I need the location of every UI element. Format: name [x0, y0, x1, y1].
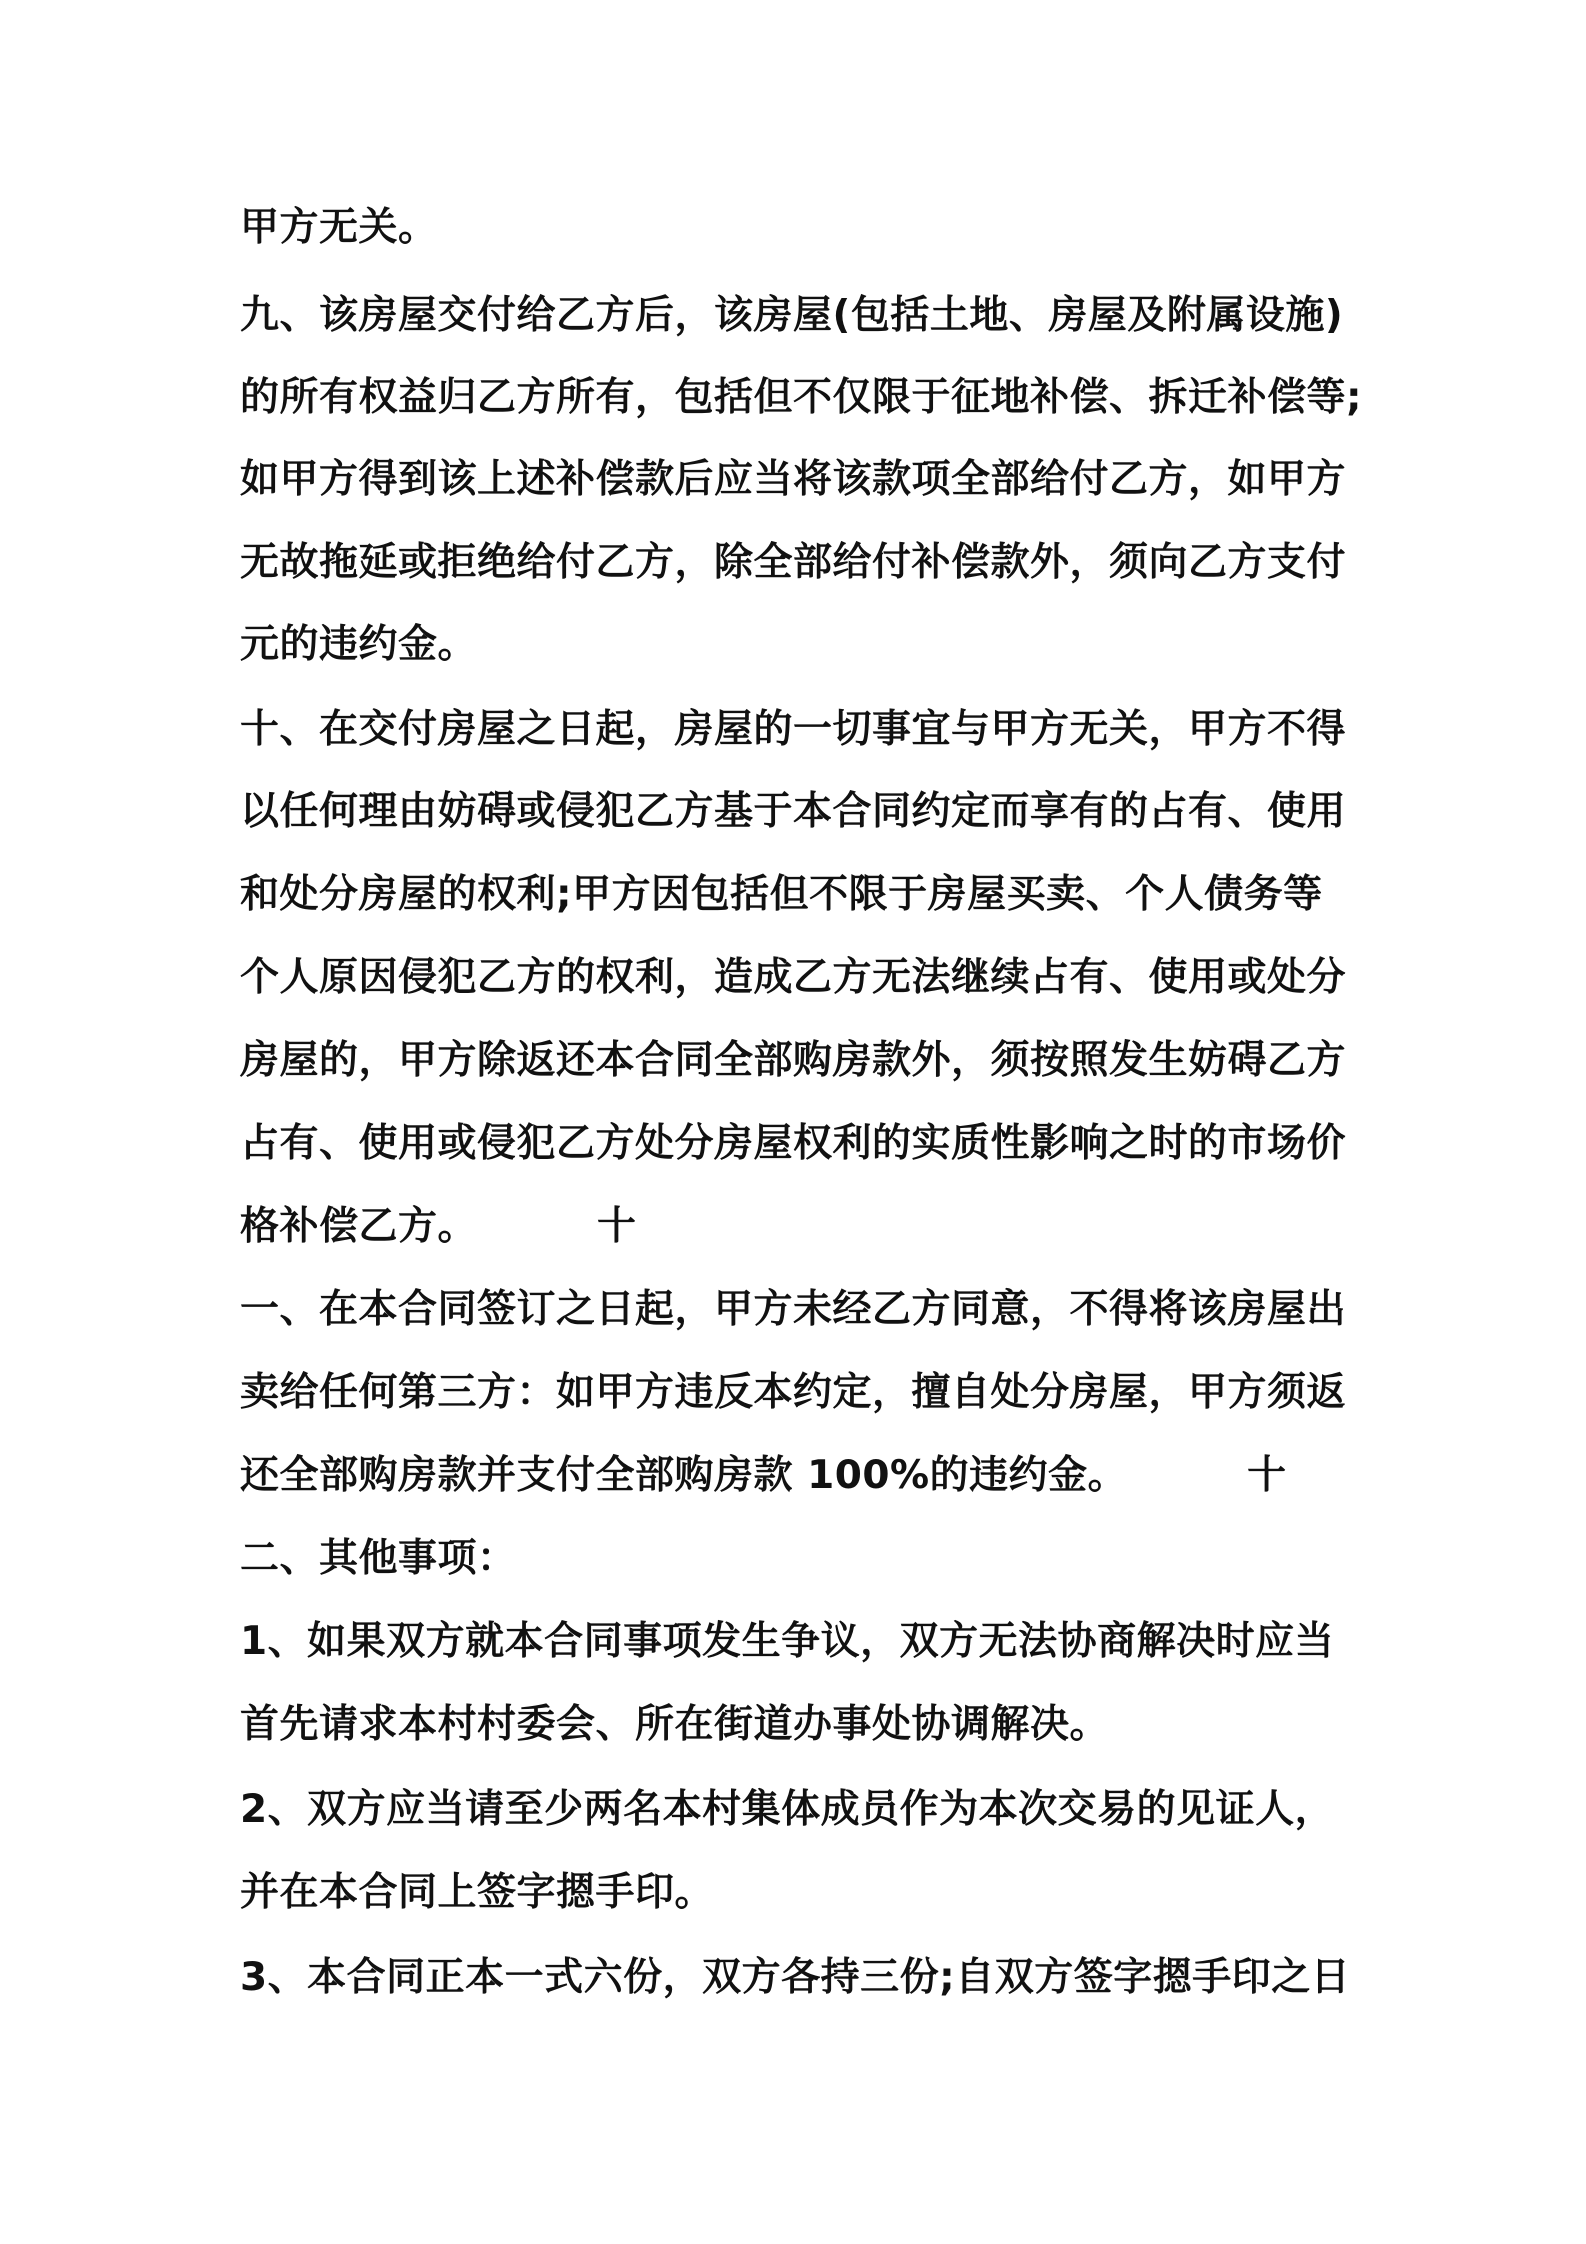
- section-heading: 二、其他事项：: [240, 1536, 517, 1581]
- text-line: 一、在本合同签订之日起，甲方未经乙方同意，不得将该房屋出: [240, 1287, 1347, 1332]
- text-line: 如甲方得到该上述补偿款后应当将该款项全部给付乙方，如甲方: [240, 457, 1347, 502]
- text-line: 个人原因侵犯乙方的权利，造成乙方无法继续占有、使用或处分: [240, 955, 1347, 1000]
- line-text: 格补偿乙方。: [240, 1204, 478, 1249]
- text-line: 和处分房屋的权利;甲方因包括但不限于房屋买卖、个人债务等: [240, 872, 1323, 917]
- text-line: 2、双方应当请至少两名本村集体成员作为本次交易的见证人，: [240, 1787, 1335, 1832]
- text-line: 甲方无关。: [240, 205, 438, 250]
- text-line: 房屋的，甲方除返还本合同全部购房款外，须按照发生妨碍乙方: [240, 1038, 1347, 1083]
- text-line: 3、本合同正本一式六份，双方各持三份;自双方签字摁手印之日: [240, 1955, 1351, 2000]
- trail-mark: 十: [1247, 1453, 1287, 1498]
- text-line: 无故拖延或拒绝给付乙方，除全部给付补偿款外，须向乙方支付: [240, 540, 1347, 585]
- text-line: 1、如果双方就本合同事项发生争议，双方无法协商解决时应当: [240, 1619, 1335, 1664]
- text-line: 首先请求本村村委会、所在街道办事处协调解决。: [240, 1702, 1110, 1747]
- text-line-with-mark: [240, 1448, 1287, 1504]
- text-line: 并在本合同上签字摁手印。: [240, 1870, 715, 1915]
- text-line: 以任何理由妨碍或侵犯乙方基于本合同约定而享有的占有、使用: [240, 789, 1347, 834]
- text-line: 十、在交付房屋之日起，房屋的一切事宜与甲方无关，甲方不得: [240, 707, 1347, 752]
- text-line: 占有、使用或侵犯乙方处分房屋权利的实质性影响之时的市场价: [240, 1121, 1347, 1166]
- text-line: 的所有权益归乙方所有，包括但不仅限于征地补偿、拆迁补偿等;: [240, 375, 1363, 420]
- text-line-with-mark: [240, 1199, 637, 1255]
- trail-mark: 十: [597, 1204, 637, 1249]
- text-line: 元的违约金。: [240, 622, 478, 667]
- text-line: 九、该房屋交付给乙方后，该房屋(包括土地、房屋及附属设施): [240, 293, 1344, 338]
- text-line: 卖给任何第三方：如甲方违反本约定，擅自处分房屋，甲方须返: [240, 1370, 1347, 1415]
- line-text: 还全部购房款并支付全部购房款 100%的违约金。: [240, 1453, 1128, 1498]
